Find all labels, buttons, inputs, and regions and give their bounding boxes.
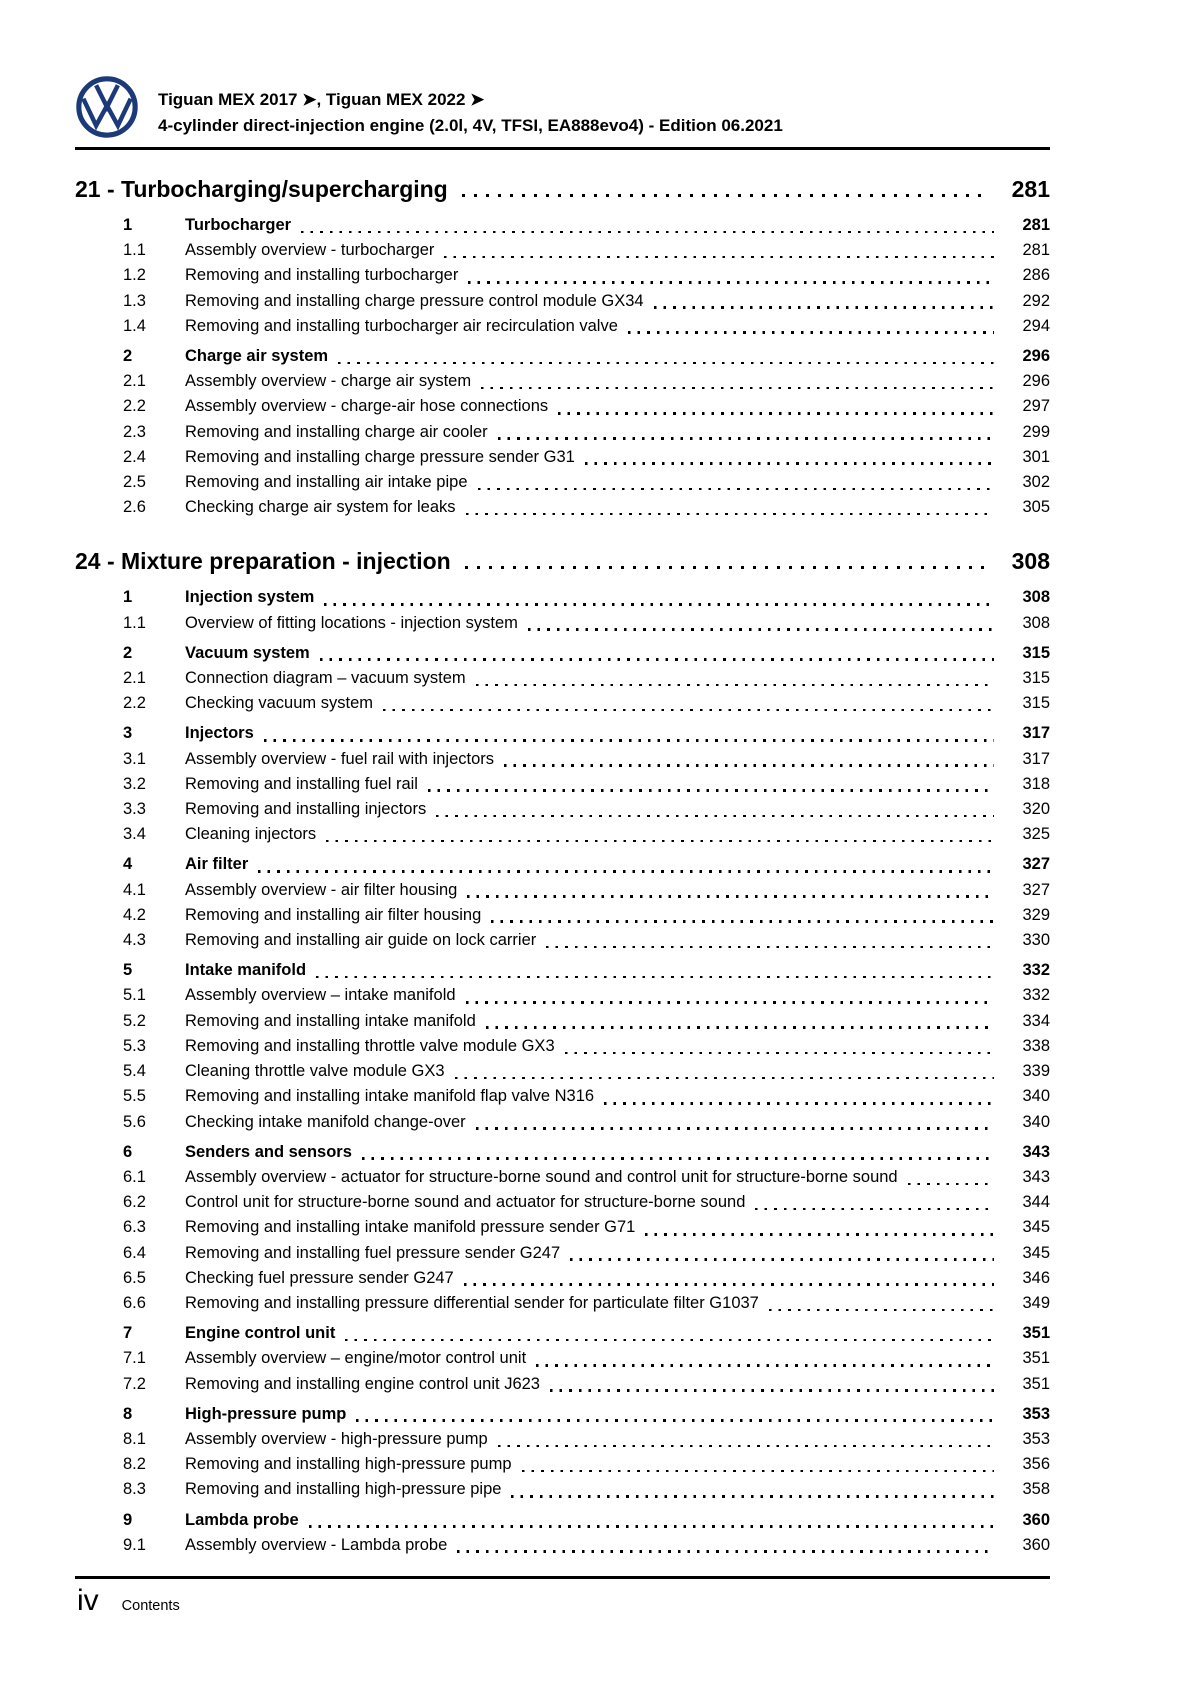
entry-number: 6.3 <box>123 1218 146 1237</box>
toc-entry <box>75 1215 1050 1240</box>
toc-entry <box>75 369 1050 394</box>
entry-title: Assembly overview - air filter housing <box>185 880 458 899</box>
toc-entry <box>75 1084 1050 1109</box>
entry-title: Removing and installing high-pressure pipe <box>185 1480 502 1499</box>
footer-divider <box>75 1576 1050 1579</box>
entry-title: Removing and installing turbocharger <box>185 266 459 285</box>
entry-title: Assembly overview - actuator for structure-borne sound and control unit for structure-borne sound <box>185 1167 898 1186</box>
toc-entry <box>75 747 1050 772</box>
chapter-title: 21 - Turbocharging/supercharging <box>75 176 448 202</box>
entry-number: 2 <box>123 347 133 366</box>
toc-entry <box>75 1059 1050 1084</box>
entry-number: 2 <box>123 643 133 662</box>
dot-leader <box>504 764 994 767</box>
entry-page-number: 339 <box>1022 1062 1050 1081</box>
dot-leader <box>645 1233 994 1236</box>
dot-leader <box>464 1283 994 1286</box>
entry-page-number: 344 <box>1022 1193 1050 1212</box>
header-divider <box>75 147 1050 150</box>
toc-entry <box>75 641 1050 666</box>
entry-page-number: 305 <box>1022 498 1050 517</box>
entry-page-number: 297 <box>1022 397 1050 416</box>
entry-page-number: 340 <box>1022 1112 1050 1131</box>
entry-number: 1.1 <box>123 241 146 260</box>
entry-page-number: 360 <box>1022 1535 1050 1554</box>
entry-title: Checking vacuum system <box>185 694 373 713</box>
entry-page-number: 351 <box>1022 1324 1050 1343</box>
entry-title: Assembly overview - charge air system <box>185 372 472 391</box>
dot-leader <box>486 1026 994 1029</box>
entry-title: Removing and installing fuel rail <box>185 774 418 793</box>
entry-page-number: 292 <box>1022 291 1050 310</box>
header-model-line: Tiguan MEX 2017 ➤, Tiguan MEX 2022 ➤ <box>158 90 485 109</box>
entry-title: Charge air system <box>185 347 329 366</box>
dot-leader <box>769 1309 994 1312</box>
entry-title: Removing and installing fuel pressure sender G247 <box>185 1243 561 1262</box>
entry-number: 1.2 <box>123 266 146 285</box>
dot-leader <box>498 437 994 440</box>
dot-leader <box>258 870 994 873</box>
entry-page-number: 329 <box>1022 905 1050 924</box>
toc-entry <box>75 1427 1050 1452</box>
entry-number: 5 <box>123 961 133 980</box>
entry-page-number: 281 <box>1022 241 1050 260</box>
entry-title: Removing and installing throttle valve module GX3 <box>185 1036 555 1055</box>
entry-title: Cleaning throttle valve module GX3 <box>185 1062 445 1081</box>
dot-leader <box>326 840 994 843</box>
entry-page-number: 338 <box>1022 1036 1050 1055</box>
entry-title: Assembly overview - Lambda probe <box>185 1535 448 1554</box>
entry-number: 3 <box>123 724 133 743</box>
dot-leader <box>301 231 994 234</box>
entry-title: Removing and installing air guide on lock carrier <box>185 931 537 950</box>
dot-leader <box>316 976 994 979</box>
entry-number: 4.2 <box>123 905 146 924</box>
dot-leader <box>436 815 994 818</box>
entry-page-number: 332 <box>1022 986 1050 1005</box>
entry-page-number: 349 <box>1022 1293 1050 1312</box>
entry-page-number: 334 <box>1022 1011 1050 1030</box>
dot-leader <box>356 1419 994 1422</box>
toc-entry <box>75 1321 1050 1346</box>
toc-entry <box>75 691 1050 716</box>
dot-leader <box>428 789 994 792</box>
chapter-block <box>75 174 1050 520</box>
toc-entry <box>75 314 1050 339</box>
page-footer <box>77 1585 180 1617</box>
entry-title: Removing and installing intake manifold flap valve N316 <box>185 1087 595 1106</box>
entry-number: 6.6 <box>123 1293 146 1312</box>
entry-title: Engine control unit <box>185 1324 336 1343</box>
toc-entry <box>75 822 1050 847</box>
entry-number: 2.1 <box>123 669 146 688</box>
entry-number: 2.6 <box>123 498 146 517</box>
chapter-heading-row <box>75 546 1050 576</box>
entry-title: Overview of fitting locations - injection system <box>185 613 518 632</box>
entry-page-number: 318 <box>1022 774 1050 793</box>
entry-title: Assembly overview - charge-air hose connections <box>185 397 549 416</box>
entry-number: 1 <box>123 216 133 234</box>
entry-title: Assembly overview – intake manifold <box>185 986 456 1005</box>
entry-number: 5.4 <box>123 1062 146 1081</box>
entry-number: 2.5 <box>123 473 146 492</box>
dot-leader <box>383 709 994 712</box>
toc-entry <box>75 1291 1050 1316</box>
entry-title: Injectors <box>185 724 254 743</box>
dot-leader <box>264 739 994 742</box>
entry-page-number: 340 <box>1022 1087 1050 1106</box>
entry-number: 8.2 <box>123 1455 146 1474</box>
entry-number: 8.3 <box>123 1480 146 1499</box>
entry-title: Assembly overview – engine/motor control unit <box>185 1349 527 1368</box>
chapter-page-number: 308 <box>1011 548 1050 575</box>
entry-page-number: 356 <box>1022 1455 1050 1474</box>
dot-leader <box>345 1339 994 1342</box>
entry-page-number: 317 <box>1022 724 1050 743</box>
entry-page-number: 346 <box>1022 1268 1050 1287</box>
dot-leader <box>536 1364 994 1367</box>
toc-entry <box>75 611 1050 636</box>
entry-number: 3.2 <box>123 774 146 793</box>
entry-page-number: 320 <box>1022 800 1050 819</box>
dot-leader <box>467 895 994 898</box>
entry-number: 8 <box>123 1404 133 1423</box>
entry-title: High-pressure pump <box>185 1404 347 1423</box>
dot-leader <box>362 1157 994 1160</box>
entry-number: 7.1 <box>123 1349 146 1368</box>
entry-number: 1.4 <box>123 316 146 335</box>
entry-title: Control unit for structure-borne sound and actuator for structure-borne sound <box>185 1193 746 1212</box>
dot-leader <box>468 281 994 284</box>
toc-entry <box>75 928 1050 953</box>
entry-page-number: 327 <box>1022 855 1050 874</box>
entry-page-number: 302 <box>1022 473 1050 492</box>
dot-leader <box>465 566 986 569</box>
entry-title: Cleaning injectors <box>185 825 317 844</box>
entry-page-number: 296 <box>1022 347 1050 366</box>
entry-title: Checking charge air system for leaks <box>185 498 456 517</box>
dot-leader <box>320 658 994 661</box>
toc-entry <box>75 344 1050 369</box>
dot-leader <box>498 1445 994 1448</box>
dot-leader <box>309 1525 994 1528</box>
dot-leader <box>462 194 986 197</box>
entry-title: Removing and installing charge pressure control module GX34 <box>185 291 644 310</box>
dot-leader <box>455 1077 994 1080</box>
entry-title: Removing and installing high-pressure pump <box>185 1455 512 1474</box>
toc-entry <box>75 470 1050 495</box>
toc-entry <box>75 797 1050 822</box>
toc-entry <box>75 1346 1050 1371</box>
dot-leader <box>481 387 994 390</box>
entry-title: Checking fuel pressure sender G247 <box>185 1268 454 1287</box>
entry-title: Vacuum system <box>185 643 310 662</box>
entry-number: 5.3 <box>123 1036 146 1055</box>
entry-number: 2.2 <box>123 694 146 713</box>
entry-number: 5.1 <box>123 986 146 1005</box>
vw-logo-icon <box>75 75 139 139</box>
dot-leader <box>654 306 994 309</box>
toc-entry <box>75 420 1050 445</box>
entry-title: Removing and installing charge pressure sender G31 <box>185 447 575 466</box>
entry-page-number: 360 <box>1022 1510 1050 1529</box>
entry-page-number: 332 <box>1022 961 1050 980</box>
toc-entry <box>75 852 1050 877</box>
dot-leader <box>565 1052 994 1055</box>
toc-entry <box>75 289 1050 314</box>
toc-entry <box>75 1266 1050 1291</box>
entry-title: Injection system <box>185 588 315 607</box>
toc-entry <box>75 772 1050 797</box>
entry-page-number: 345 <box>1022 1243 1050 1262</box>
entry-title: Assembly overview - turbocharger <box>185 241 435 260</box>
toc-entry <box>75 445 1050 470</box>
toc-entry <box>75 1009 1050 1034</box>
entry-page-number: 294 <box>1022 316 1050 335</box>
entry-number: 5.6 <box>123 1112 146 1131</box>
page-header <box>75 75 783 139</box>
entry-number: 4.3 <box>123 931 146 950</box>
entry-number: 2.1 <box>123 372 146 391</box>
entry-number: 6 <box>123 1142 133 1161</box>
dot-leader <box>908 1183 994 1186</box>
entry-page-number: 281 <box>1022 216 1050 234</box>
dot-leader <box>522 1470 994 1473</box>
toc-entry <box>75 983 1050 1008</box>
dot-leader <box>324 603 994 606</box>
chapter-block <box>75 546 1050 1558</box>
toc-entry <box>75 394 1050 419</box>
entry-title: Removing and installing air filter housing <box>185 905 482 924</box>
entry-title: Removing and installing intake manifold pressure sender G71 <box>185 1218 636 1237</box>
dot-leader <box>466 513 994 516</box>
dot-leader <box>476 1127 994 1130</box>
toc-entry <box>75 1477 1050 1502</box>
entry-number: 7.2 <box>123 1374 146 1393</box>
toc-entry <box>75 1034 1050 1059</box>
toc-entry <box>75 721 1050 746</box>
entry-number: 6.1 <box>123 1167 146 1186</box>
dot-leader <box>558 412 994 415</box>
toc-entry <box>75 1372 1050 1397</box>
entry-page-number: 286 <box>1022 266 1050 285</box>
entry-title: Assembly overview - fuel rail with injectors <box>185 749 495 768</box>
entry-number: 3.4 <box>123 825 146 844</box>
entry-page-number: 351 <box>1022 1374 1050 1393</box>
entry-number: 4.1 <box>123 880 146 899</box>
toc-entry <box>75 1402 1050 1427</box>
entry-page-number: 299 <box>1022 422 1050 441</box>
entry-title: Removing and installing pressure differential sender for particulate filter G1037 <box>185 1293 759 1312</box>
entry-title: Removing and installing air intake pipe <box>185 473 468 492</box>
entry-page-number: 330 <box>1022 931 1050 950</box>
entry-number: 6.4 <box>123 1243 146 1262</box>
entry-number: 4 <box>123 855 133 874</box>
entry-title: Connection diagram – vacuum system <box>185 669 466 688</box>
toc-entry <box>75 1190 1050 1215</box>
entry-number: 3.1 <box>123 749 146 768</box>
dot-leader <box>604 1102 994 1105</box>
entry-title: Checking intake manifold change-over <box>185 1112 466 1131</box>
entry-title: Assembly overview - high-pressure pump <box>185 1429 488 1448</box>
toc-entry <box>75 958 1050 983</box>
toc-entry <box>75 495 1050 520</box>
table-of-contents <box>75 168 1050 1558</box>
entry-page-number: 308 <box>1022 613 1050 632</box>
toc-entry <box>75 238 1050 263</box>
dot-leader <box>546 946 994 949</box>
dot-leader <box>511 1495 994 1498</box>
entry-title: Air filter <box>185 855 249 874</box>
dot-leader <box>478 488 995 491</box>
dot-leader <box>444 256 994 259</box>
toc-entry <box>75 1508 1050 1533</box>
entry-page-number: 351 <box>1022 1349 1050 1368</box>
toc-entry <box>75 263 1050 288</box>
entry-title: Lambda probe <box>185 1510 299 1529</box>
entry-number: 7 <box>123 1324 133 1343</box>
dot-leader <box>585 462 994 465</box>
footer-label: Contents <box>121 1598 180 1614</box>
dot-leader <box>338 362 994 365</box>
entry-number: 1.3 <box>123 291 146 310</box>
entry-page-number: 343 <box>1022 1167 1050 1186</box>
toc-entry <box>75 1165 1050 1190</box>
toc-entry <box>75 585 1050 610</box>
toc-entry <box>75 213 1050 238</box>
toc-entry <box>75 666 1050 691</box>
chapter-heading-row <box>75 174 1050 204</box>
entry-page-number: 325 <box>1022 825 1050 844</box>
entry-page-number: 345 <box>1022 1218 1050 1237</box>
dot-leader <box>491 920 994 923</box>
toc-entry <box>75 1452 1050 1477</box>
entry-title: Removing and installing engine control unit J623 <box>185 1374 540 1393</box>
entry-number: 2.2 <box>123 397 146 416</box>
entry-title: Removing and installing charge air cooler <box>185 422 488 441</box>
entry-number: 6.5 <box>123 1268 146 1287</box>
entry-page-number: 315 <box>1022 669 1050 688</box>
toc-entry <box>75 878 1050 903</box>
entry-page-number: 327 <box>1022 880 1050 899</box>
entry-page-number: 308 <box>1022 588 1050 607</box>
entry-number: 3.3 <box>123 800 146 819</box>
entry-number: 9 <box>123 1510 133 1529</box>
dot-leader <box>570 1258 994 1261</box>
entry-page-number: 358 <box>1022 1480 1050 1499</box>
entry-title: Senders and sensors <box>185 1142 352 1161</box>
dot-leader <box>528 628 994 631</box>
entry-page-number: 315 <box>1022 694 1050 713</box>
chapter-page-number: 281 <box>1011 176 1050 202</box>
dot-leader <box>476 684 994 687</box>
entry-page-number: 353 <box>1022 1429 1050 1448</box>
toc-entry <box>75 1110 1050 1135</box>
entry-page-number: 343 <box>1022 1142 1050 1161</box>
dot-leader <box>628 331 994 334</box>
entry-title: Turbocharger <box>185 216 292 234</box>
entry-number: 9.1 <box>123 1535 146 1554</box>
entry-number: 2.3 <box>123 422 146 441</box>
entry-page-number: 317 <box>1022 749 1050 768</box>
entry-number: 5.2 <box>123 1011 146 1030</box>
entry-title: Removing and installing injectors <box>185 800 427 819</box>
toc-entry <box>75 1533 1050 1558</box>
entry-title: Removing and installing intake manifold <box>185 1011 476 1030</box>
dot-leader <box>457 1550 994 1553</box>
entry-number: 8.1 <box>123 1429 146 1448</box>
toc-entry <box>75 1241 1050 1266</box>
chapter-title: 24 - Mixture preparation - injection <box>75 548 451 575</box>
dot-leader <box>550 1389 994 1392</box>
toc-entry <box>75 1140 1050 1165</box>
entry-title: Removing and installing turbocharger air recirculation valve <box>185 316 618 335</box>
entry-number: 2.4 <box>123 447 146 466</box>
dot-leader <box>755 1208 994 1211</box>
entry-number: 5.5 <box>123 1087 146 1106</box>
entry-page-number: 296 <box>1022 372 1050 391</box>
entry-number: 1.1 <box>123 613 146 632</box>
toc-entry <box>75 903 1050 928</box>
entry-number: 6.2 <box>123 1193 146 1212</box>
dot-leader <box>466 1001 994 1004</box>
entry-page-number: 353 <box>1022 1404 1050 1423</box>
entry-page-number: 315 <box>1022 643 1050 662</box>
footer-page-number: iv <box>77 1584 99 1617</box>
header-engine-line: 4-cylinder direct-injection engine (2.0l, 4V, TFSI, EA888evo4) - Edition 06.2021 <box>158 116 783 135</box>
entry-number: 1 <box>123 588 133 607</box>
entry-page-number: 301 <box>1022 447 1050 466</box>
entry-title: Intake manifold <box>185 961 307 980</box>
